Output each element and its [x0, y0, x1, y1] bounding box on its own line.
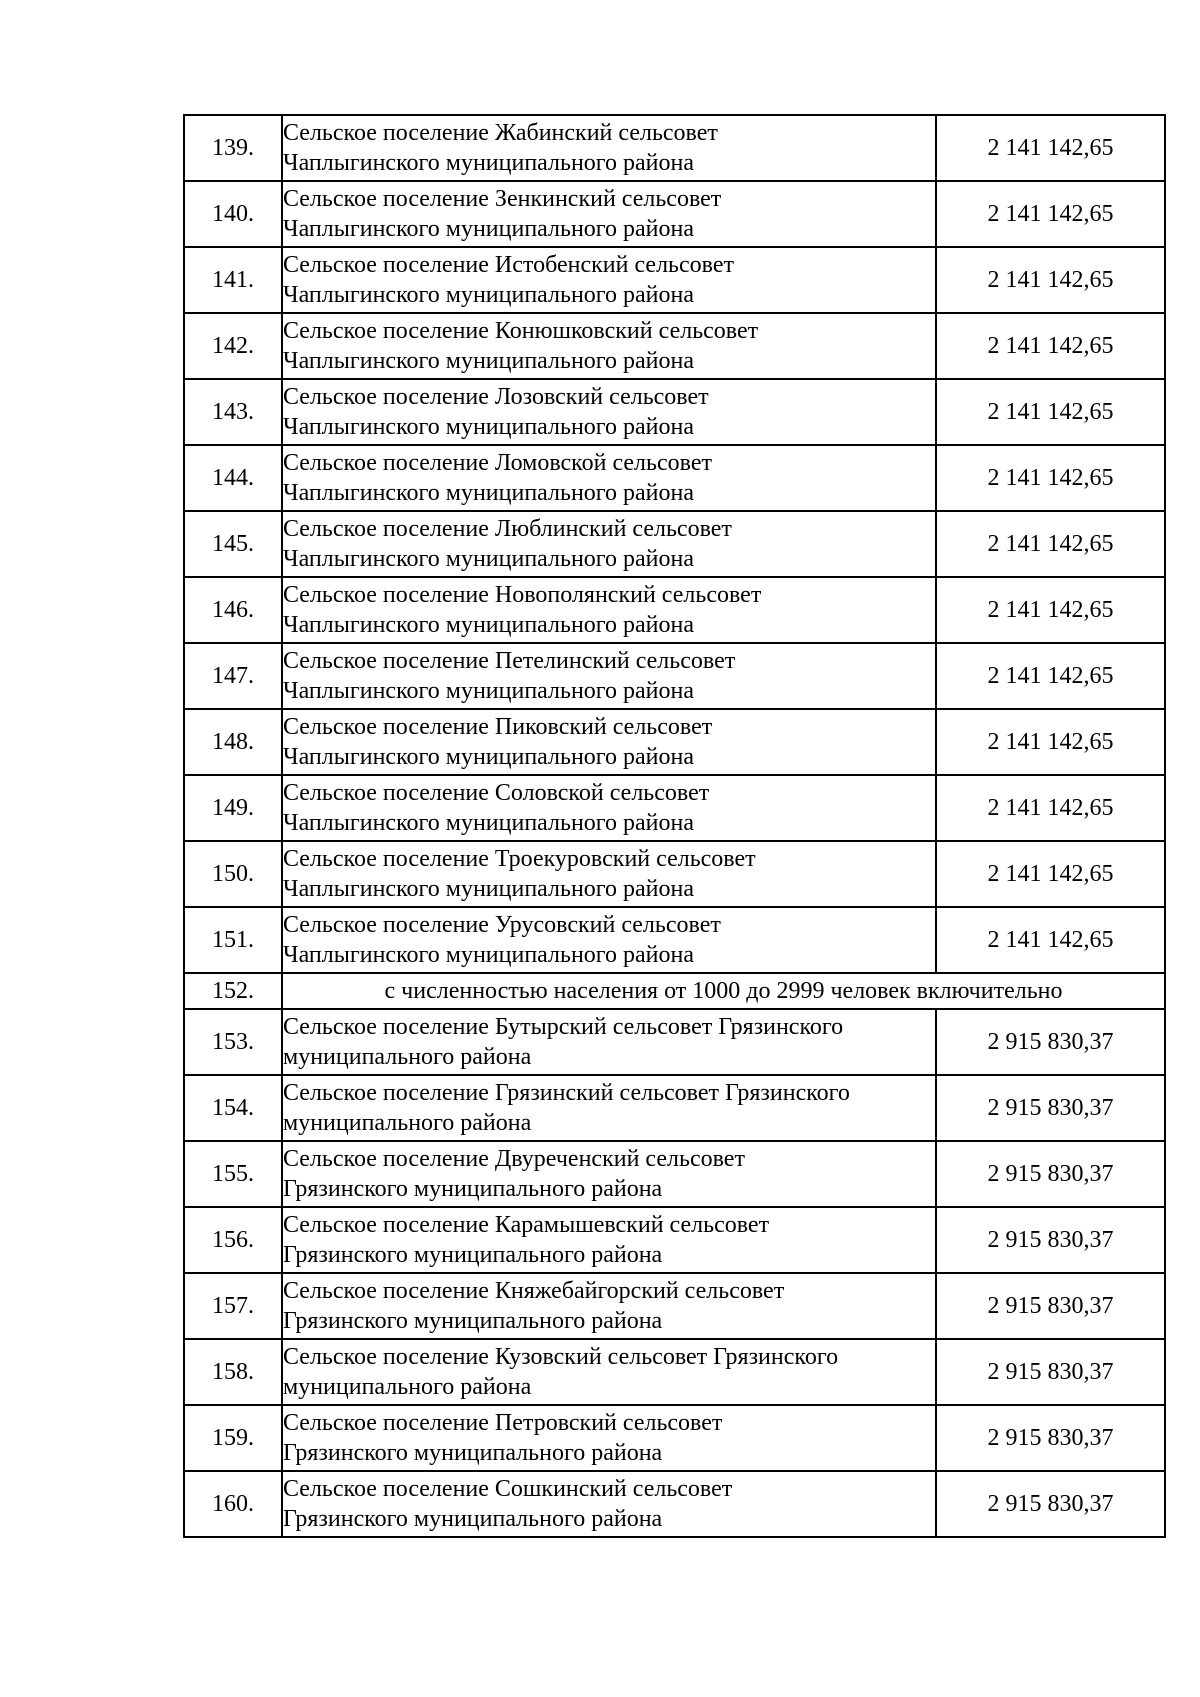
- amount-cell: 2 141 142,65: [936, 511, 1165, 577]
- settlement-name-line-1: Сельское поселение Бутырский сельсовет Грязинского: [283, 1014, 844, 1040]
- settlement-name-line-1: Сельское поселение Лозовский сельсовет: [283, 384, 709, 410]
- allocation-table: [183, 114, 1166, 1538]
- settlement-name-line-2: Чаплыгинского муниципального района: [283, 348, 695, 374]
- row-number: 141.: [184, 247, 282, 313]
- table-row: [184, 709, 1165, 775]
- settlement-name-line-1: Сельское поселение Новополянский сельсовет: [283, 582, 762, 608]
- section-header-row: [184, 973, 1165, 1009]
- settlement-name: [282, 247, 936, 313]
- table-row: [184, 115, 1165, 181]
- table-row: [184, 511, 1165, 577]
- settlement-name-line-1: Сельское поселение Зенкинский сельсовет: [283, 186, 722, 212]
- settlement-name: [282, 313, 936, 379]
- row-number: 144.: [184, 445, 282, 511]
- amount-cell: 2 915 830,37: [936, 1471, 1165, 1537]
- settlement-name-line-2: Чаплыгинского муниципального района: [283, 216, 695, 242]
- table-row: [184, 1207, 1165, 1273]
- settlement-name-line-2: Грязинского муниципального района: [283, 1242, 663, 1268]
- table-row: [184, 1075, 1165, 1141]
- settlement-name-line-1: Сельское поселение Пиковский сельсовет: [283, 714, 713, 740]
- row-number: 158.: [184, 1339, 282, 1405]
- table-row: [184, 577, 1165, 643]
- table-row: [184, 379, 1165, 445]
- settlement-name: [282, 907, 936, 973]
- amount-cell: 2 141 142,65: [936, 181, 1165, 247]
- amount-cell: 2 141 142,65: [936, 775, 1165, 841]
- row-number: 145.: [184, 511, 282, 577]
- settlement-name-line-2: Чаплыгинского муниципального района: [283, 282, 695, 308]
- settlement-name-line-1: Сельское поселение Петровский сельсовет: [283, 1410, 723, 1436]
- settlement-name: [282, 1471, 936, 1537]
- settlement-name-line-2: муниципального района: [283, 1044, 532, 1070]
- settlement-name-line-2: Чаплыгинского муниципального района: [283, 414, 695, 440]
- settlement-name: [282, 115, 936, 181]
- settlement-name-line-2: Чаплыгинского муниципального района: [283, 150, 695, 176]
- settlement-name-line-2: Чаплыгинского муниципального района: [283, 480, 695, 506]
- table-row: [184, 1141, 1165, 1207]
- settlement-name: [282, 577, 936, 643]
- settlement-name-line-1: Сельское поселение Петелинский сельсовет: [283, 648, 736, 674]
- amount-cell: 2 141 142,65: [936, 115, 1165, 181]
- row-number: 140.: [184, 181, 282, 247]
- settlement-name-line-1: Сельское поселение Карамышевский сельсовет: [283, 1212, 770, 1238]
- table-row: [184, 313, 1165, 379]
- settlement-name-line-1: Сельское поселение Урусовский сельсовет: [283, 912, 721, 938]
- row-number: 139.: [184, 115, 282, 181]
- table-row: [184, 907, 1165, 973]
- settlement-name-line-2: Грязинского муниципального района: [283, 1176, 663, 1202]
- settlement-name: [282, 709, 936, 775]
- table-row: [184, 643, 1165, 709]
- amount-cell: 2 141 142,65: [936, 313, 1165, 379]
- row-number: 159.: [184, 1405, 282, 1471]
- table-row: [184, 775, 1165, 841]
- settlement-name-line-2: Грязинского муниципального района: [283, 1308, 663, 1334]
- amount-cell: 2 141 142,65: [936, 709, 1165, 775]
- amount-cell: 2 915 830,37: [936, 1339, 1165, 1405]
- settlement-name: [282, 511, 936, 577]
- amount-cell: 2 141 142,65: [936, 247, 1165, 313]
- row-number: 142.: [184, 313, 282, 379]
- settlement-name: [282, 1141, 936, 1207]
- settlement-name: [282, 1273, 936, 1339]
- settlement-name: [282, 1075, 936, 1141]
- settlement-name-line-1: Сельское поселение Ломовской сельсовет: [283, 450, 712, 476]
- settlement-name: [282, 379, 936, 445]
- table-row: [184, 841, 1165, 907]
- row-number: 153.: [184, 1009, 282, 1075]
- settlement-name-line-2: Чаплыгинского муниципального района: [283, 876, 695, 902]
- row-number: 151.: [184, 907, 282, 973]
- amount-cell: 2 915 830,37: [936, 1405, 1165, 1471]
- settlement-name-line-1: Сельское поселение Двуреченский сельсовет: [283, 1146, 745, 1172]
- amount-cell: 2 915 830,37: [936, 1075, 1165, 1141]
- table-row: [184, 445, 1165, 511]
- settlement-name-line-2: Чаплыгинского муниципального района: [283, 744, 695, 770]
- settlement-name-line-1: Сельское поселение Кузовский сельсовет Грязинского: [283, 1344, 839, 1370]
- settlement-name-line-1: Сельское поселение Сошкинский сельсовет: [283, 1476, 733, 1502]
- amount-cell: 2 141 142,65: [936, 907, 1165, 973]
- settlement-name: [282, 643, 936, 709]
- row-number: 147.: [184, 643, 282, 709]
- row-number: 148.: [184, 709, 282, 775]
- settlement-name: [282, 775, 936, 841]
- row-number: 160.: [184, 1471, 282, 1537]
- row-number: 155.: [184, 1141, 282, 1207]
- row-number: 157.: [184, 1273, 282, 1339]
- amount-cell: 2 915 830,37: [936, 1009, 1165, 1075]
- settlement-name-line-2: Чаплыгинского муниципального района: [283, 612, 695, 638]
- settlement-name-line-1: Сельское поселение Конюшковский сельсовет: [283, 318, 759, 344]
- settlement-name-line-2: Чаплыгинского муниципального района: [283, 678, 695, 704]
- section-title: с численностью населения от 1000 до 2999 человек включительно: [282, 973, 1165, 1009]
- amount-cell: 2 915 830,37: [936, 1207, 1165, 1273]
- row-number: 146.: [184, 577, 282, 643]
- table-row: [184, 1273, 1165, 1339]
- settlement-name-line-2: Чаплыгинского муниципального района: [283, 942, 695, 968]
- settlement-name-line-2: муниципального района: [283, 1374, 532, 1400]
- amount-cell: 2 915 830,37: [936, 1141, 1165, 1207]
- table-row: [184, 1405, 1165, 1471]
- row-number: 143.: [184, 379, 282, 445]
- settlement-name-line-1: Сельское поселение Истобенский сельсовет: [283, 252, 734, 278]
- amount-cell: 2 141 142,65: [936, 445, 1165, 511]
- table-row: [184, 1339, 1165, 1405]
- amount-cell: 2 141 142,65: [936, 643, 1165, 709]
- settlement-name-line-2: Чаплыгинского муниципального района: [283, 546, 695, 572]
- amount-cell: 2 141 142,65: [936, 841, 1165, 907]
- row-number: 149.: [184, 775, 282, 841]
- settlement-name: [282, 181, 936, 247]
- row-number: 154.: [184, 1075, 282, 1141]
- settlement-name-line-2: муниципального района: [283, 1110, 532, 1136]
- table-row: [184, 1471, 1165, 1537]
- amount-cell: 2 141 142,65: [936, 577, 1165, 643]
- table-row: [184, 181, 1165, 247]
- table-row: [184, 247, 1165, 313]
- settlement-name: [282, 445, 936, 511]
- amount-cell: 2 141 142,65: [936, 379, 1165, 445]
- settlement-name-line-1: Сельское поселение Грязинский сельсовет Грязинского: [283, 1080, 850, 1106]
- settlement-name-line-2: Грязинского муниципального района: [283, 1440, 663, 1466]
- settlement-name: [282, 841, 936, 907]
- settlement-name: [282, 1405, 936, 1471]
- row-number: 150.: [184, 841, 282, 907]
- settlement-name-line-1: Сельское поселение Соловской сельсовет: [283, 780, 710, 806]
- settlement-name-line-1: Сельское поселение Жабинский сельсовет: [283, 120, 718, 146]
- settlement-name-line-1: Сельское поселение Княжебайгорский сельсовет: [283, 1278, 785, 1304]
- settlement-name: [282, 1207, 936, 1273]
- row-number: 156.: [184, 1207, 282, 1273]
- amount-cell: 2 915 830,37: [936, 1273, 1165, 1339]
- settlement-name-line-1: Сельское поселение Троекуровский сельсовет: [283, 846, 756, 872]
- settlement-name: [282, 1009, 936, 1075]
- row-number: 152.: [184, 973, 282, 1009]
- table-body: [184, 115, 1165, 1537]
- settlement-name: [282, 1339, 936, 1405]
- settlement-name-line-2: Грязинского муниципального района: [283, 1506, 663, 1532]
- table-row: [184, 1009, 1165, 1075]
- settlement-name-line-1: Сельское поселение Люблинский сельсовет: [283, 516, 732, 542]
- settlement-name-line-2: Чаплыгинского муниципального района: [283, 810, 695, 836]
